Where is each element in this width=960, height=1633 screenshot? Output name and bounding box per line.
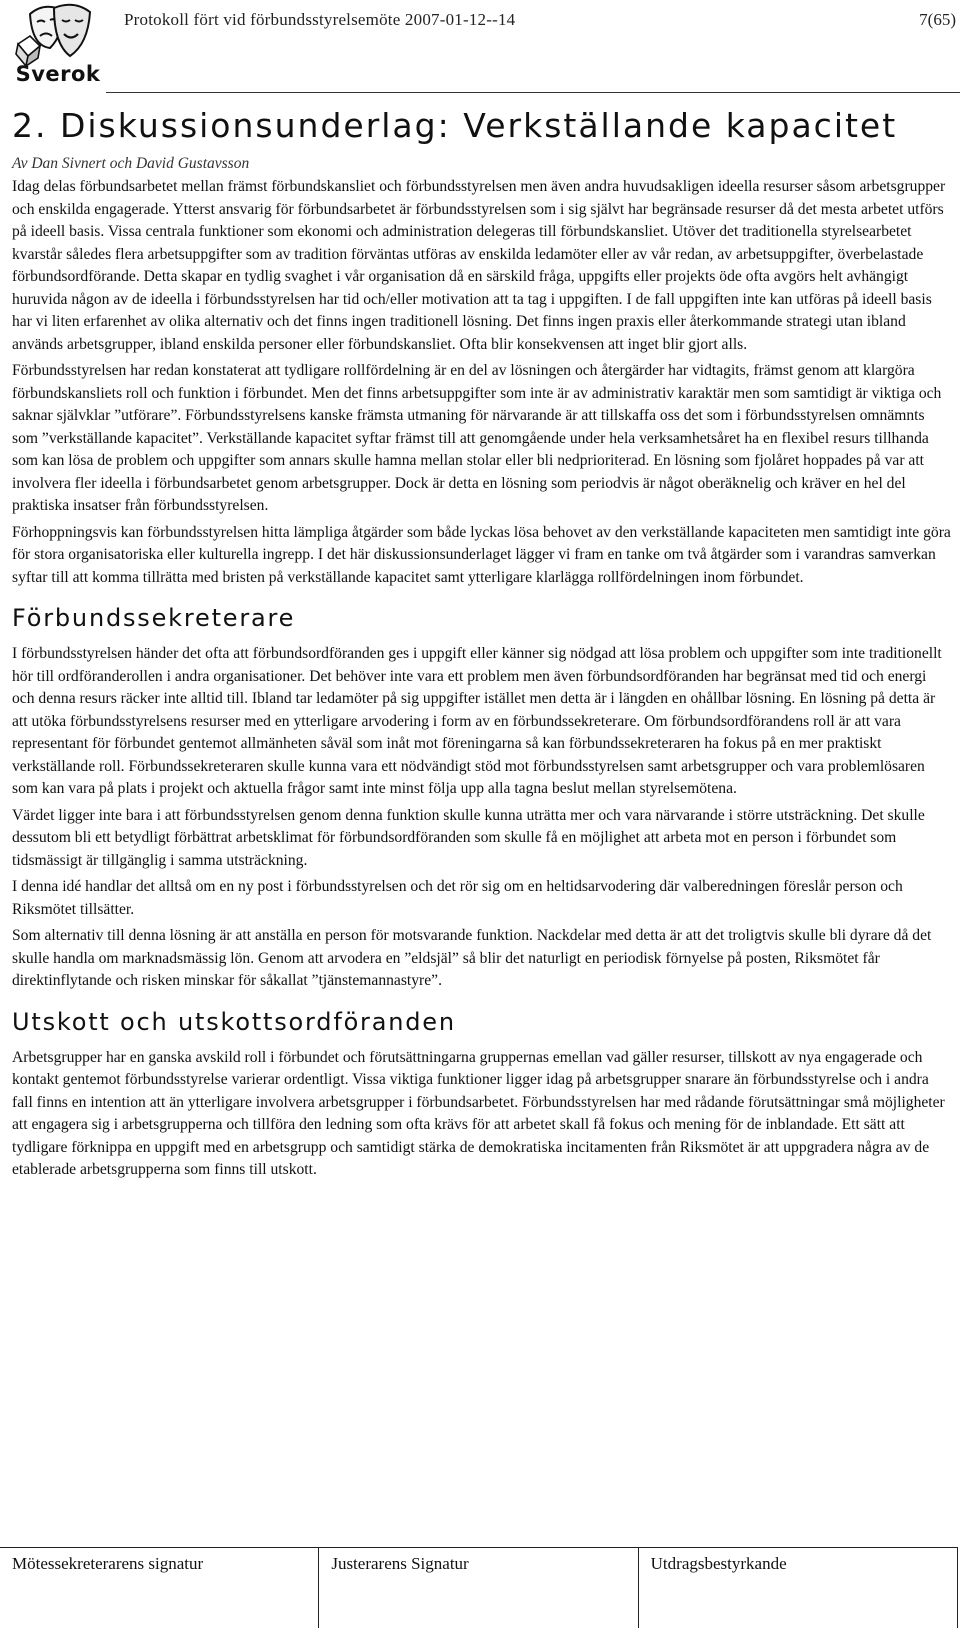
- intro-paragraph: Förhoppningsvis kan förbundsstyrelsen hitta lämpliga åtgärder som både lyckas lösa behovet av den verkställande kapaciteten men samtidigt inte göra för stora organisatoriska eller kulturella ingrepp. I det här diskussionsunderlaget lägger vi fram en tanke om två åtgärder som i varandras samverkan syftar till att komma tillrätta med bristen på verkställande kapacitet samt ytterligare klarlägga rollfördelningen inom förbundet.: [12, 523, 951, 586]
- signature-table: [0, 1547, 958, 1628]
- document-body: [12, 100, 952, 1186]
- section-paragraph: I förbundsstyrelsen händer det ofta att förbundsordföranden ges i uppgift eller känner sig nödgad att lösa problem och uppgifter som inte traditionellt hör till ordföranderollen i andra organisationer. Det behöver inte vara ett problem men även förbundsordföranden har begränsat med tid och energi och denna resurs räcker inte alltid till. Ibland tar ledamöter på sig uppgifter istället men detta är i längden en ohållbar lösning. En lösning på detta är att utöka förbundsstyrelsens resurser med en ytterligare arvodering i form av en förbundssekreterare. Om förbundsordförandens roll är att vara representant för förbundet gentemot allmänheten såväl som inåt mot föreningarna så kan förbundssekreteraren ha fokus på en mer praktiskt verkställande roll. Förbundssekreteraren skulle kunna vara ett nödvändigt stöd mot förbundsstyrelsen samt arbetsgrupper och vara problemlösaren som kan vara på plats i projekt och aktuella frågor samt inte minst följa upp alla tagna beslut mellan styrelsemötena.: [12, 645, 942, 797]
- section-paragraph: I denna idé handlar det alltså om en ny post i förbundsstyrelsen och det rör sig om en heltidsarvodering där valberedningen föreslår person och Riksmötet tillsätter.: [12, 878, 903, 918]
- signature-adjuster-cell: Justerarens Signatur: [318, 1548, 637, 1628]
- section-heading-utskott: Utskott och utskottsordföranden: [12, 1007, 456, 1036]
- logo-wordmark: Sverok: [15, 62, 101, 86]
- header-divider: [106, 92, 960, 93]
- signature-secretary-cell: Mötessekreterarens signatur: [12, 1554, 204, 1573]
- document-heading: 2. Diskussionsunderlag: Verkställande kapacitet: [12, 106, 898, 145]
- author-line: Av Dan Sivnert och David Gustavsson: [12, 155, 250, 172]
- section-paragraph: Som alternativ till denna lösning är att anställa en person för motsvarande funktion. Nackdelar med detta är att det troligtvis skulle bli dyrare då det skulle handla om marknadsmässig lön. Genom att arvodera en ”eldsjäl” så blir det naturligt en periodisk förnyelse på posten, Riksmötet får direktinflytande och risken minskar för såkallat ”tjänstemannastyre”.: [12, 927, 932, 989]
- section-paragraph: Arbetsgrupper har en ganska avskild roll i förbundet och förutsättningarna gruppernas emellan vad gäller resurser, tillskott av nya engagerade och kontakt gentemot förbundsstyrelse varierar ordentligt. Vissa viktiga funktioner ligger idag på arbetsgrupper snarare än förbundsstyrelse och i andra fall finns en intention att än ytterligare involvera arbetsgrupper i förbundsarbetet. Förbundsstyrelsen har med rådande förutsättningar små möjligheter att engagera sig i arbetsgrupperna och tillföra den ledning som ofta krävs för att arbetet skall få fokus och mening för de inblandade. Ett sätt att tydligare förknippa en uppgift med en arbetsgrupp och samtidigt stärka de demokratiska incitamenten från Riksmötet är att uppgradera några av de etablerade arbetsgrupperna som finns till utskott.: [12, 1048, 945, 1178]
- page-header: [10, 0, 960, 94]
- intro-paragraph: Idag delas förbundsarbetet mellan främst förbundskansliet och förbundsstyrelsen men även andra huvudsakligen ideella resurser såsom arbetsgrupper och enskilda engagerade. Ytterst ansvarig för förbundsarbetet är förbundsstyrelsen som i sig självt har begränsade resurser då det mesta arbetet utförs på ideell basis. Vissa centrala funktioner som ekonomi och administration delegeras till förbundskansliet. Utöver det traditionella styrelsearbetet kvarstår således flera arbetsuppgifter som av tradition förväntas utföras av enskilda ledamöter eller av vår redan, av arbetsuppgifter, överbelastade förbundsordförande. Detta skapar en tydlig svaghet i vår organisation då en särskild fråga, uppgifts eller projekts öde ofta avgörs helt avhängigt huruvida någon av de ideella i förbundsstyrelsen har tid och/eller motivation att ta tag i uppgiften. I de fall uppgiften inte kan utföras på ideell basis har vi liten erfarenhet av olika alternativ och det finns ingen traditionell lösning. Det finns ingen praxis eller återkommande strategi utan ibland används arbetsgrupper, ibland enskilda personer eller förbundskansliet. Ofta blir konsekvensen att inget blir gjort alls.: [12, 178, 946, 353]
- header-title: Protokoll fört vid förbundsstyrelsemöte 2007-01-12--14: [124, 10, 516, 29]
- page-number: 7(65): [919, 10, 956, 29]
- intro-paragraph: Förbundsstyrelsen har redan konstaterat att tydligare rollfördelning är en del av lösningen och återgärder har vidtagits, främst genom att klargöra förbundskansliets roll och funktion i förbundet. Men det finns arbetsuppgifter som inte är av administrativ karaktär men som samtidigt är viktiga och saknar självklar ”utförare”. Förbundsstyrelsens kanske främsta utmaning för närvarande är att tillskaffa oss det som i förbundsstyrelsen omnämnts som ”verkställande kapacitet”. Verkställande kapacitet syftar främst till att genomgående under hela verksamhetsåret ha en flexibel resurs tillhanda som kan lösa de problem och uppgifter som annars skulle hamna mellan stolar eller bli nedprioriterad. En lösning som fjolåret hoppades på var att involvera fler ideella i förbundsarbetet genom arbetsgrupper. Dock är detta en lösning som periodvis är något oberäknelig och kräver en hel del praktiska insatser från förbundsstyrelsen.: [12, 362, 942, 514]
- sverok-logo: [10, 0, 106, 90]
- certified-extract-cell: Utdragsbestyrkande: [638, 1548, 957, 1628]
- section-paragraph: Värdet ligger inte bara i att förbundsstyrelsen genom denna funktion skulle kunna uträtta mer och vara närvarande i större utsträckning. Det skulle dessutom bli ett betydligt förbättrat arbetsklimat för förbundsordföranden som skulle få en möjlighet att arbeta mot en person i förbundet som tidsmässigt är tillgänglig i samma utsträckning.: [12, 806, 925, 869]
- section-heading-forbundssekreterare: Förbundssekreterare: [12, 604, 296, 632]
